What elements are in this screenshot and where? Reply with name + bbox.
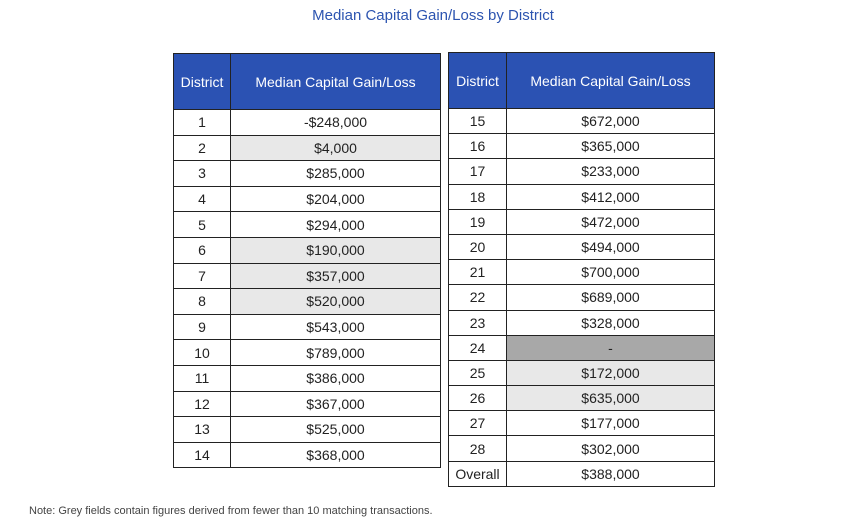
median-value-cell: $672,000 bbox=[507, 109, 715, 134]
district-cell: 3 bbox=[174, 161, 231, 187]
district-cell: 17 bbox=[449, 159, 507, 184]
table-row bbox=[449, 260, 715, 285]
district-cell: 12 bbox=[174, 391, 231, 417]
median-value-cell: $412,000 bbox=[507, 184, 715, 209]
district-cell: 15 bbox=[449, 109, 507, 134]
table-row bbox=[449, 285, 715, 310]
median-value-cell: $233,000 bbox=[507, 159, 715, 184]
table-row bbox=[174, 110, 441, 136]
table-row bbox=[174, 442, 441, 468]
table-row bbox=[174, 417, 441, 443]
median-value-cell: $494,000 bbox=[507, 234, 715, 259]
table-row bbox=[174, 365, 441, 391]
table-row bbox=[449, 461, 715, 486]
district-cell: 25 bbox=[449, 360, 507, 385]
median-value-cell: - bbox=[507, 335, 715, 360]
table-row bbox=[449, 109, 715, 134]
header-median-value: Median Capital Gain/Loss bbox=[507, 53, 715, 109]
district-cell: 8 bbox=[174, 289, 231, 315]
median-value-cell: $700,000 bbox=[507, 260, 715, 285]
median-value-cell: $177,000 bbox=[507, 411, 715, 436]
district-cell: 6 bbox=[174, 237, 231, 263]
median-value-cell: $368,000 bbox=[231, 442, 441, 468]
median-value-cell: $789,000 bbox=[231, 340, 441, 366]
table-row bbox=[174, 135, 441, 161]
median-value-cell: $365,000 bbox=[507, 134, 715, 159]
median-value-cell: $172,000 bbox=[507, 360, 715, 385]
table-row bbox=[449, 436, 715, 461]
table-row bbox=[449, 234, 715, 259]
table-row bbox=[174, 340, 441, 366]
median-value-cell: $386,000 bbox=[231, 365, 441, 391]
district-cell: 28 bbox=[449, 436, 507, 461]
median-value-cell: $357,000 bbox=[231, 263, 441, 289]
district-cell: 7 bbox=[174, 263, 231, 289]
table-row bbox=[174, 263, 441, 289]
district-cell: 1 bbox=[174, 110, 231, 136]
district-cell: 4 bbox=[174, 186, 231, 212]
district-cell: 16 bbox=[449, 134, 507, 159]
page-title: Median Capital Gain/Loss by District bbox=[312, 7, 554, 24]
table-row bbox=[449, 360, 715, 385]
district-cell: 20 bbox=[449, 234, 507, 259]
district-cell: 22 bbox=[449, 285, 507, 310]
table-row bbox=[174, 391, 441, 417]
district-cell: 11 bbox=[174, 365, 231, 391]
median-value-cell: $472,000 bbox=[507, 209, 715, 234]
district-cell: 2 bbox=[174, 135, 231, 161]
table-row bbox=[449, 310, 715, 335]
median-value-cell: $294,000 bbox=[231, 212, 441, 238]
median-value-cell: $635,000 bbox=[507, 386, 715, 411]
median-value-cell: $285,000 bbox=[231, 161, 441, 187]
table-row bbox=[174, 212, 441, 238]
district-cell: Overall bbox=[449, 461, 507, 486]
median-value-cell: $4,000 bbox=[231, 135, 441, 161]
district-cell: 5 bbox=[174, 212, 231, 238]
median-value-cell: $388,000 bbox=[507, 461, 715, 486]
district-cell: 19 bbox=[449, 209, 507, 234]
district-cell: 14 bbox=[174, 442, 231, 468]
district-cell: 13 bbox=[174, 417, 231, 443]
left-district-table bbox=[173, 53, 441, 468]
district-cell: 10 bbox=[174, 340, 231, 366]
table-row bbox=[449, 335, 715, 360]
district-cell: 21 bbox=[449, 260, 507, 285]
table-row bbox=[174, 161, 441, 187]
district-cell: 23 bbox=[449, 310, 507, 335]
median-value-cell: $204,000 bbox=[231, 186, 441, 212]
median-value-cell: $190,000 bbox=[231, 237, 441, 263]
header-median-value: Median Capital Gain/Loss bbox=[231, 54, 441, 110]
median-value-cell: $525,000 bbox=[231, 417, 441, 443]
district-cell: 26 bbox=[449, 386, 507, 411]
table-row bbox=[449, 411, 715, 436]
median-value-cell: $689,000 bbox=[507, 285, 715, 310]
table-row bbox=[449, 159, 715, 184]
table-row bbox=[174, 186, 441, 212]
median-value-cell: $302,000 bbox=[507, 436, 715, 461]
header-district: District bbox=[449, 53, 507, 109]
table-row bbox=[174, 237, 441, 263]
district-cell: 9 bbox=[174, 314, 231, 340]
table-row bbox=[449, 184, 715, 209]
median-value-cell: $328,000 bbox=[507, 310, 715, 335]
table-row bbox=[174, 289, 441, 315]
table-row bbox=[449, 134, 715, 159]
right-district-table bbox=[448, 52, 715, 487]
median-value-cell: $543,000 bbox=[231, 314, 441, 340]
district-cell: 27 bbox=[449, 411, 507, 436]
table-row bbox=[449, 386, 715, 411]
median-value-cell: $520,000 bbox=[231, 289, 441, 315]
district-cell: 24 bbox=[449, 335, 507, 360]
median-value-cell: $367,000 bbox=[231, 391, 441, 417]
footnote: Note: Grey fields contain figures derived from fewer than 10 matching transactions. bbox=[29, 505, 433, 517]
median-value-cell: -$248,000 bbox=[231, 110, 441, 136]
district-cell: 18 bbox=[449, 184, 507, 209]
header-district: District bbox=[174, 54, 231, 110]
table-row bbox=[449, 209, 715, 234]
table-row bbox=[174, 314, 441, 340]
